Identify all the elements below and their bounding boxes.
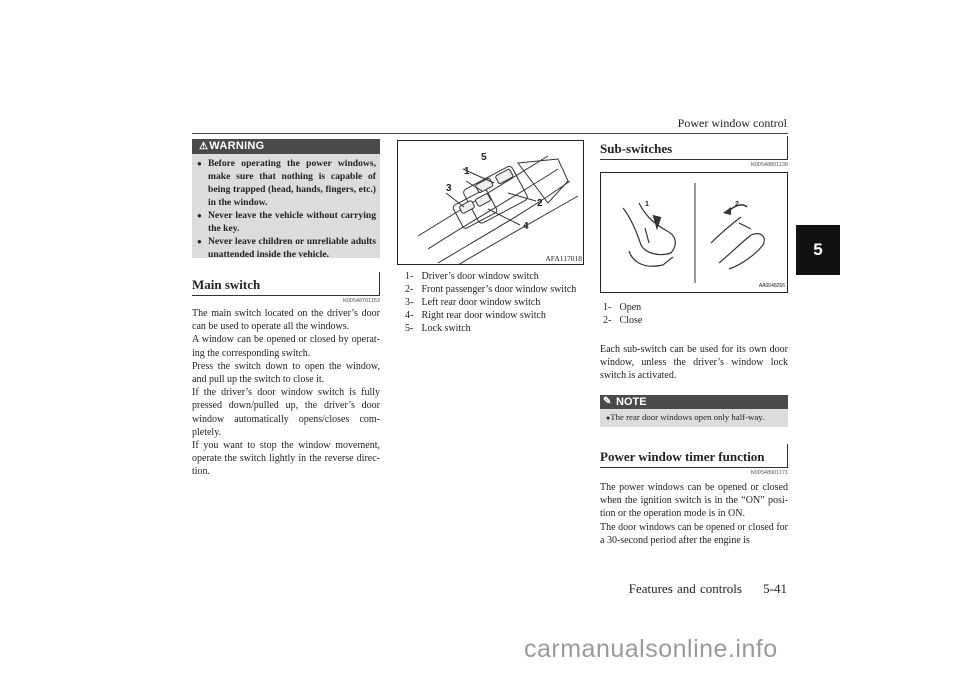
note-box [600,395,788,427]
legend-item: 2- Front passenger’s door window switch [405,284,577,295]
note-label: NOTE [616,396,647,408]
warning-item: ● Never leave the vehicle without carrying the key. [197,209,376,235]
sub-callout-2: 2 [735,201,739,208]
running-header: Power window control [677,116,787,130]
sub-figure-code: AA0048266 [758,283,785,289]
sub-switch-figure [600,172,788,293]
legend-item: 2- Close [603,315,643,326]
callout-5: 5 [481,152,487,163]
callout-3: 3 [446,183,452,194]
sub-switches-code: N00548801138 [750,162,788,168]
paragraph: Press the switch down to open the window, and pull up the switch to close it. [192,360,380,386]
sub-switch-illustration [601,173,788,293]
pencil-icon: ✎ [603,396,612,407]
warning-item: ● Never leave children or unreliable adults unattended inside the vehicle. [197,235,376,261]
warning-list [192,154,380,261]
watermark: carmanualsonline.info [524,635,778,663]
sub-switches-heading: Sub-switches [600,141,673,156]
note-text: ● The rear door windows open only half-way. [600,409,788,422]
paragraph: The main switch located on the driver’s door can be used to operate all the windows. [192,308,380,333]
door-switch-illustration [398,141,584,265]
warning-label: WARNING [209,140,265,152]
sub-switches-vline [787,136,788,159]
paragraph: The door windows can be opened or closed for a 30-second period after the engine is [600,521,788,546]
timer-body [600,481,788,547]
main-switch-body [192,307,380,479]
timer-heading: Power window timer function [600,449,765,464]
sub-callout-1: 1 [645,201,649,208]
legend-item: 5- Lock switch [405,323,471,334]
figure-code: AFA117018 [545,254,582,263]
sub-switches-body [600,343,788,383]
main-switch-vline [379,272,380,295]
warning-item: ● Before operating the power windows, make sure that nothing is capable of being trapped (head, hands, fingers, etc.) in the window. [197,157,376,209]
paragraph: A window can be opened or closed by operat-ing the corresponding switch. [192,334,380,359]
page-footer: Features and controls 5-41 [628,581,787,596]
legend-item: 1- Open [603,302,642,313]
paragraph: If the driver’s door window switch is fully pressed down/pulled up, the driver’s door window automatically opens/closes com-pletely. [192,387,380,438]
main-switch-rule [192,295,380,296]
warning-triangle-icon: ⚠ [199,141,209,152]
timer-vline [787,444,788,467]
sub-figure-legend [603,301,723,327]
paragraph: If you want to stop the window movement, operate the switch lightly in the reverse direc-tion. [192,440,380,478]
main-switch-code: N00548701153 [342,298,380,304]
legend-item: 4- Right rear door window switch [405,310,546,321]
chapter-tab: 5 [796,225,840,275]
note-header [600,395,788,409]
timer-code: N00548901171 [750,470,788,476]
header-rule [192,133,788,134]
warning-box [192,139,380,258]
legend-item: 3- Left rear door window switch [405,297,541,308]
callout-2: 2 [537,198,543,209]
warning-header [192,139,380,154]
paragraph: The power windows can be opened or closed when the ignition switch is in the “ON” posi-tion or the operation mode is in ON. [600,482,788,520]
main-figure-legend [405,270,585,335]
legend-item: 1- Driver’s door window switch [405,271,539,282]
main-switch-heading: Main switch [192,277,261,292]
paragraph: Each sub-switch can be used for its own door window, unless the driver’s window lock switch is activated. [600,344,788,382]
callout-1: 1 [464,166,470,177]
main-switch-figure [397,140,584,265]
callout-4: 4 [523,221,529,232]
timer-rule [600,467,788,468]
sub-switches-rule [600,159,788,160]
